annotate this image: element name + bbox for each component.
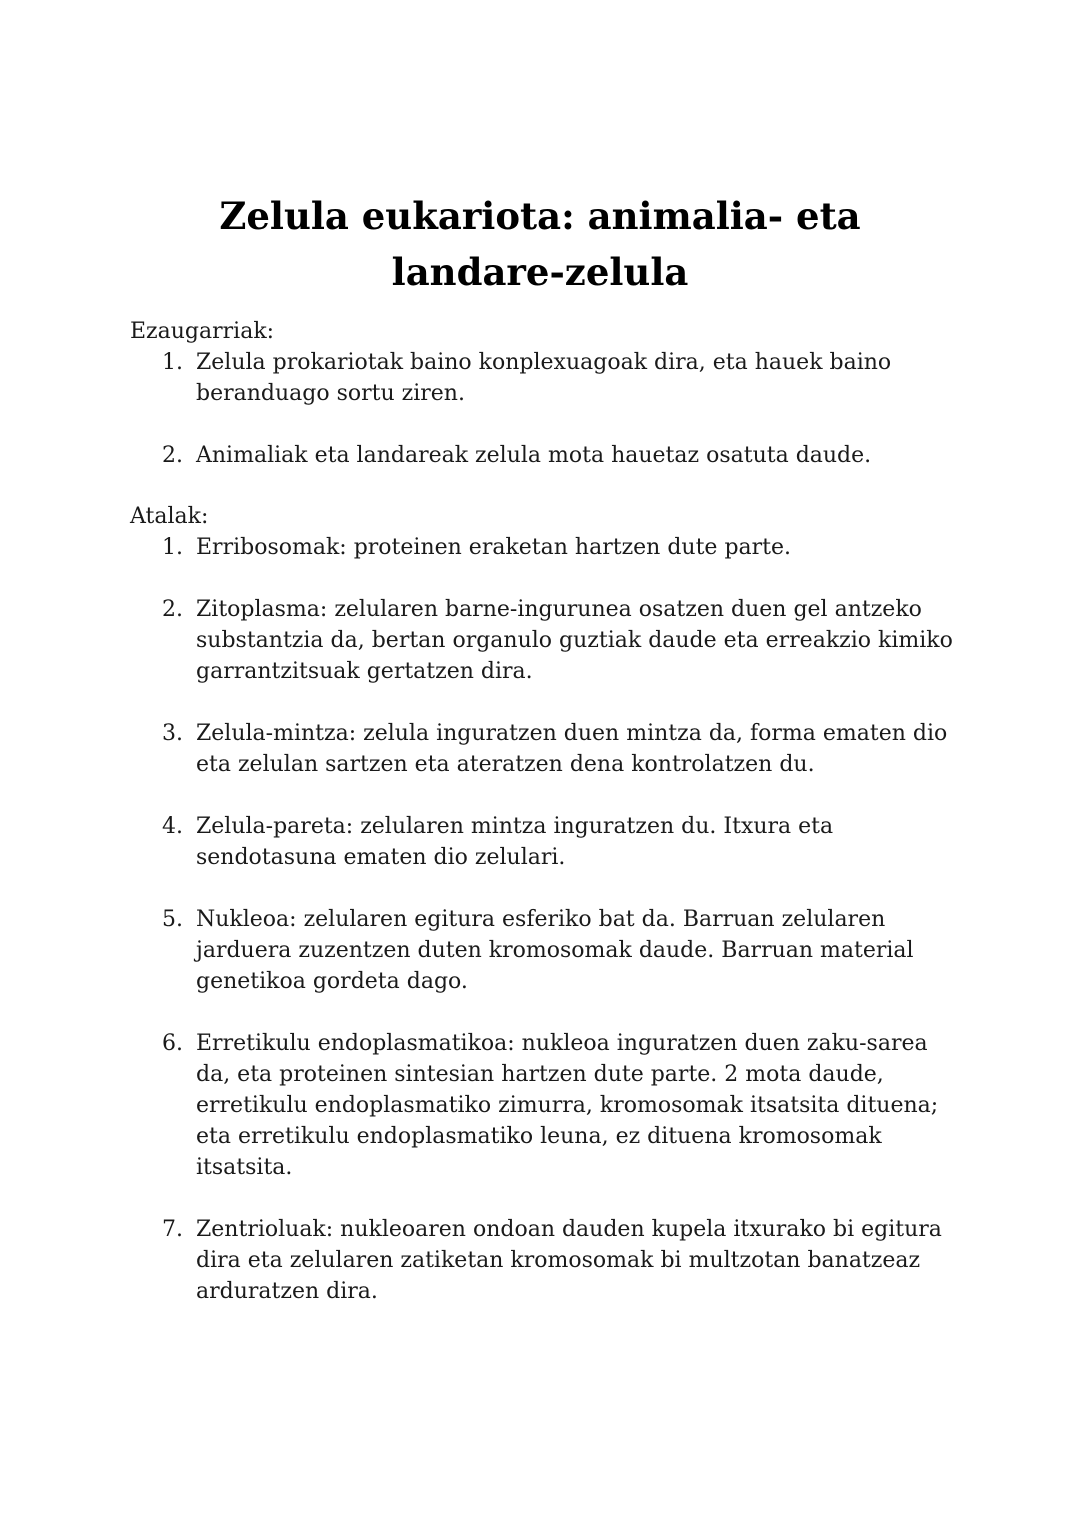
list-item-text: Zentrioluak: nukleoaren ondoan dauden kupela itxurako bi egitura dira eta zelularen zatiketan kromosomak bi multzotan banatzeaz arduratzen dira. xyxy=(196,1217,942,1304)
list-item-number: 2. xyxy=(162,443,183,468)
list-item xyxy=(130,532,960,563)
atalak-list xyxy=(130,532,960,1307)
list-item-number: 2. xyxy=(162,597,183,622)
section-atalak xyxy=(130,501,960,1307)
list-item-text: Erretikulu endoplasmatikoa: nukleoa inguratzen duen zaku-sarea da, eta proteinen sintesian hartzen dute parte. 2 mota daude, erretikulu endoplasmatiko zimurra, kromosomak itsatsita dituena; eta erretikulu endoplasmatiko leuna, ez dituena kromosomak itsatsita. xyxy=(196,1031,939,1180)
list-item-text: Zitoplasma: zelularen barne-ingurunea osatzen duen gel antzeko substantzia da, bertan organulo guztiak daude eta erreakzio kimiko garrantzitsuak gertatzen dira. xyxy=(196,597,953,684)
list-item xyxy=(130,718,960,780)
list-item xyxy=(130,904,960,997)
section-label: Ezaugarriak: xyxy=(130,319,275,344)
list-item-text: Animaliak eta landareak zelula mota hauetaz osatuta daude. xyxy=(196,443,872,468)
section-label: Atalak: xyxy=(130,504,209,529)
list-item xyxy=(130,594,960,687)
list-item-number: 5. xyxy=(162,907,183,932)
page-title: Zelula eukariota: animalia- eta landare-zelula xyxy=(219,194,861,294)
list-item-number: 7. xyxy=(162,1217,183,1242)
list-item-number: 3. xyxy=(162,721,183,746)
list-item-text: Erribosomak: proteinen eraketan hartzen dute parte. xyxy=(196,535,792,560)
section-ezaugarriak xyxy=(130,316,960,471)
list-item-number: 6. xyxy=(162,1031,183,1056)
list-item-text: Zelula-pareta: zelularen mintza inguratzen du. Itxura eta sendotasuna ematen dio zelulari. xyxy=(196,814,834,870)
ezaugarriak-list xyxy=(130,347,960,471)
list-item-text: Zelula-mintza: zelula inguratzen duen mintza da, forma ematen dio eta zelulan sartzen eta ateratzen dena kontrolatzen du. xyxy=(196,721,948,777)
list-item xyxy=(130,811,960,873)
list-item xyxy=(130,440,960,471)
list-item xyxy=(130,1028,960,1183)
list-item-text: Nukleoa: zelularen egitura esferiko bat da. Barruan zelularen jarduera zuzentzen duten kromosomak daude. Barruan material genetikoa gordeta dago. xyxy=(196,907,914,994)
list-item-number: 1. xyxy=(162,350,183,375)
list-item xyxy=(130,1214,960,1307)
list-item xyxy=(130,347,960,409)
list-item-text: Zelula prokariotak baino konplexuagoak dira, eta hauek baino beranduago sortu ziren. xyxy=(196,350,892,406)
list-item-number: 1. xyxy=(162,535,183,560)
list-item-number: 4. xyxy=(162,814,183,839)
